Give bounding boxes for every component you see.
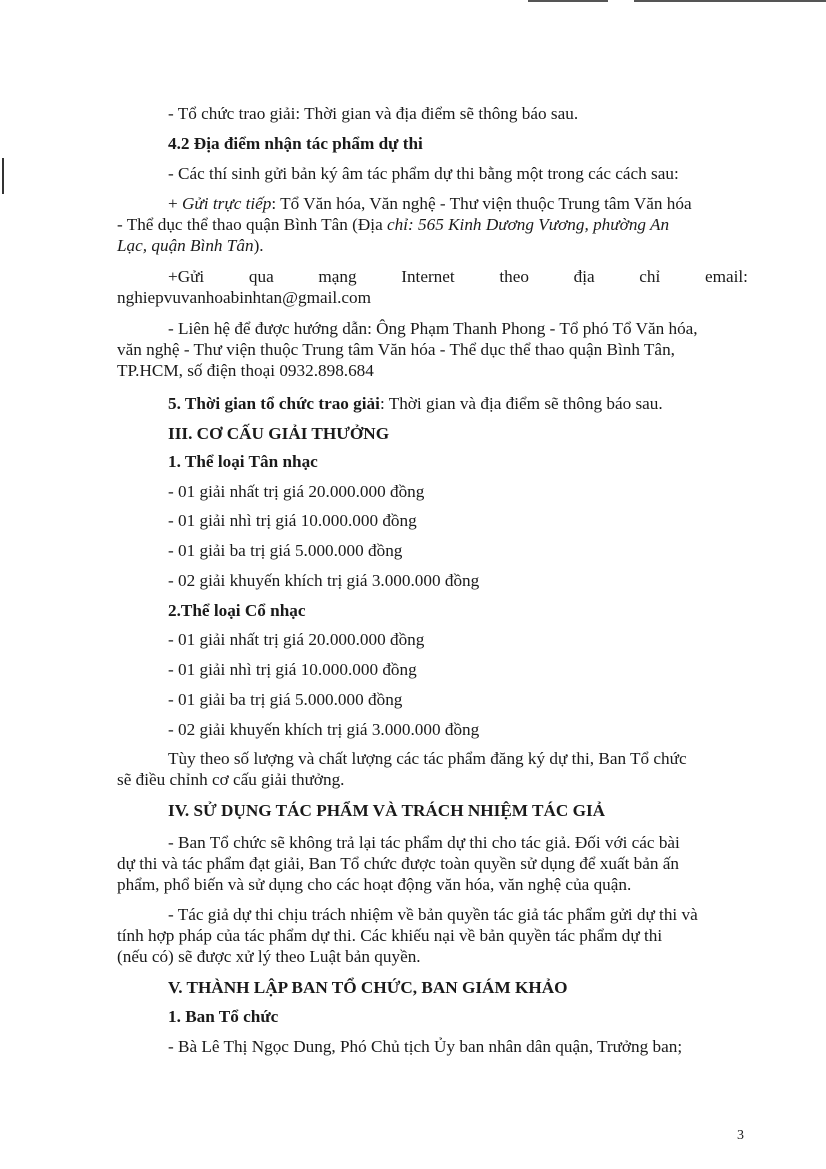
prize-item: - 01 giải nhất trị giá 20.000.000 đồng	[168, 630, 425, 649]
body-line: - Ban Tổ chức sẽ không trả lại tác phẩm dự thi cho tác giả. Đối với các bài	[168, 833, 680, 852]
address-text: chỉ: 565 Kinh Dương Vương, phường An	[387, 215, 670, 234]
body-line: + Gửi trực tiếp: Tổ Văn hóa, Văn nghệ - Thư viện thuộc Trung tâm Văn hóa	[168, 194, 692, 213]
section-heading-iv: IV. SỬ DỤNG TÁC PHẨM VÀ TRÁCH NHIỆM TÁC GIẢ	[168, 801, 606, 820]
prize-item: - 01 giải nhì trị giá 10.000.000 đồng	[168, 660, 417, 679]
scan-edge-artifact	[0, 0, 826, 4]
prize-item: - 02 giải khuyến khích trị giá 3.000.000 đồng	[168, 720, 480, 739]
body-line: TP.HCM, số điện thoại 0932.898.684	[117, 361, 374, 380]
prize-item: - 01 giải nhì trị giá 10.000.000 đồng	[168, 511, 417, 530]
section-heading-5: 5. Thời gian tổ chức trao giải	[168, 394, 380, 413]
italic-text: Gửi trực tiếp	[182, 194, 272, 213]
body-line: - Tổ chức trao giải: Thời gian và địa điểm sẽ thông báo sau.	[168, 104, 579, 123]
subheading-ban-to-chuc: 1. Ban Tổ chức	[168, 1007, 279, 1026]
body-line: - Thể dục thể thao quận Bình Tân (Địa chỉ: 565 Kinh Dương Vương, phường An	[117, 215, 670, 234]
page-number: 3	[737, 1128, 744, 1143]
body-line-email: +Gửi qua mạng Internet theo địa chỉ email:	[168, 267, 748, 286]
prize-item: - 01 giải nhất trị giá 20.000.000 đồng	[168, 482, 425, 501]
body-line: dự thi và tác phẩm đạt giải, Ban Tổ chức được toàn quyền sử dụng để xuất bản ấn	[117, 854, 679, 873]
section-heading-v: V. THÀNH LẬP BAN TỔ CHỨC, BAN GIÁM KHẢO	[168, 978, 568, 997]
body-line: Lạc, quận Bình Tân).	[117, 236, 264, 255]
section-heading-iii: III. CƠ CẤU GIẢI THƯỞNG	[168, 424, 390, 443]
body-line: (nếu có) sẽ được xử lý theo Luật bản quyền.	[117, 947, 421, 966]
body-line: - Tác giả dự thi chịu trách nhiệm về bản quyền tác giả tác phẩm gửi dự thi và	[168, 905, 698, 924]
body-line: - Bà Lê Thị Ngọc Dung, Phó Chủ tịch Ủy ban nhân dân quận, Trưởng ban;	[168, 1037, 683, 1056]
email-address: nghiepvuvanhoabinhtan@gmail.com	[117, 288, 372, 307]
subheading-tan-nhac: 1. Thể loại Tân nhạc	[168, 452, 318, 471]
body-line: phẩm, phổ biến và sử dụng cho các hoạt động văn hóa, văn nghệ của quận.	[117, 875, 632, 894]
body-line: - Liên hệ để được hướng dẫn: Ông Phạm Thanh Phong - Tổ phó Tổ Văn hóa,	[168, 319, 698, 338]
body-line: Tùy theo số lượng và chất lượng các tác phẩm đăng ký dự thi, Ban Tổ chức	[168, 749, 687, 768]
body-line: tính hợp pháp của tác phẩm dự thi. Các khiếu nại về bản quyền tác phẩm dự thi	[117, 926, 663, 945]
body-line: 5. Thời gian tổ chức trao giải: Thời gian và địa điểm sẽ thông báo sau.	[168, 394, 663, 413]
subheading-co-nhac: 2.Thể loại Cổ nhạc	[168, 601, 306, 620]
prize-item: - 01 giải ba trị giá 5.000.000 đồng	[168, 541, 403, 560]
prize-item: - 02 giải khuyến khích trị giá 3.000.000 đồng	[168, 571, 480, 590]
address-text: Lạc, quận Bình Tân	[117, 236, 254, 255]
body-line: văn nghệ - Thư viện thuộc Trung tâm Văn hóa - Thể dục thể thao quận Bình Tân,	[117, 340, 675, 359]
prize-item: - 01 giải ba trị giá 5.000.000 đồng	[168, 690, 403, 709]
body-line: sẽ điều chỉnh cơ cấu giải thưởng.	[117, 770, 345, 789]
body-line: - Các thí sinh gửi bản ký âm tác phẩm dự thi bằng một trong các cách sau:	[168, 164, 679, 183]
section-heading-4-2: 4.2 Địa điểm nhận tác phẩm dự thi	[168, 134, 423, 153]
scan-margin-mark	[2, 158, 4, 194]
